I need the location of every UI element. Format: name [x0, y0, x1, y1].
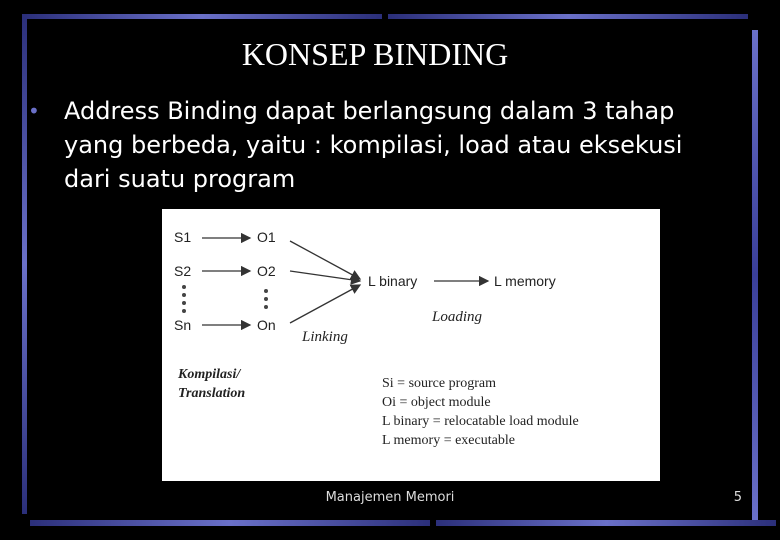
frame-top-bar: [22, 14, 382, 19]
binding-diagram: [162, 209, 660, 481]
footer-text: Manajemen Memori: [325, 490, 455, 505]
slide-title: KONSEP BINDING: [241, 36, 509, 72]
kompilasi-label: Kompilasi/: [178, 367, 241, 382]
bullet-text: Address Binding dapat berlangsung dalam 3 tahap yang berbeda, yaitu : kompilasi, load atau eksekusi dari suatu program: [64, 97, 683, 193]
legend-lmemory: L memory = executable: [382, 433, 515, 448]
lmemory-label: L memory: [494, 273, 556, 289]
frame-bottom-bar: [30, 520, 430, 526]
arrow-o2-lbinary: [290, 271, 360, 281]
loading-label: Loading: [432, 309, 483, 325]
linking-label: Linking: [302, 329, 348, 345]
frame-left-bar: [22, 14, 27, 514]
legend-si: Si = source program: [382, 376, 497, 391]
object-o1: O1: [257, 229, 276, 245]
frame-bottom-bar-right: [436, 520, 776, 526]
arrow-on-lbinary: [290, 285, 360, 323]
ellipsis-dots-right: [264, 289, 268, 309]
arrow-o1-lbinary: [290, 241, 360, 279]
bullet-item: [28, 94, 702, 196]
translation-label: Translation: [178, 386, 246, 401]
source-sn: Sn: [174, 317, 192, 333]
legend-lbinary: L binary = relocatable load module: [382, 414, 579, 429]
ellipsis-dots-left: [182, 285, 186, 313]
source-s2: S2: [174, 263, 192, 279]
page-number: 5: [733, 490, 742, 505]
frame-right-bar: [752, 30, 758, 520]
bullet-dot-icon: •: [28, 99, 40, 123]
source-s1: S1: [174, 229, 192, 245]
frame-top-bar-right: [388, 14, 748, 19]
legend-oi: Oi = object module: [382, 395, 491, 410]
object-o2: O2: [257, 263, 276, 279]
object-on: On: [257, 317, 276, 333]
lbinary-label: L binary: [368, 273, 418, 289]
